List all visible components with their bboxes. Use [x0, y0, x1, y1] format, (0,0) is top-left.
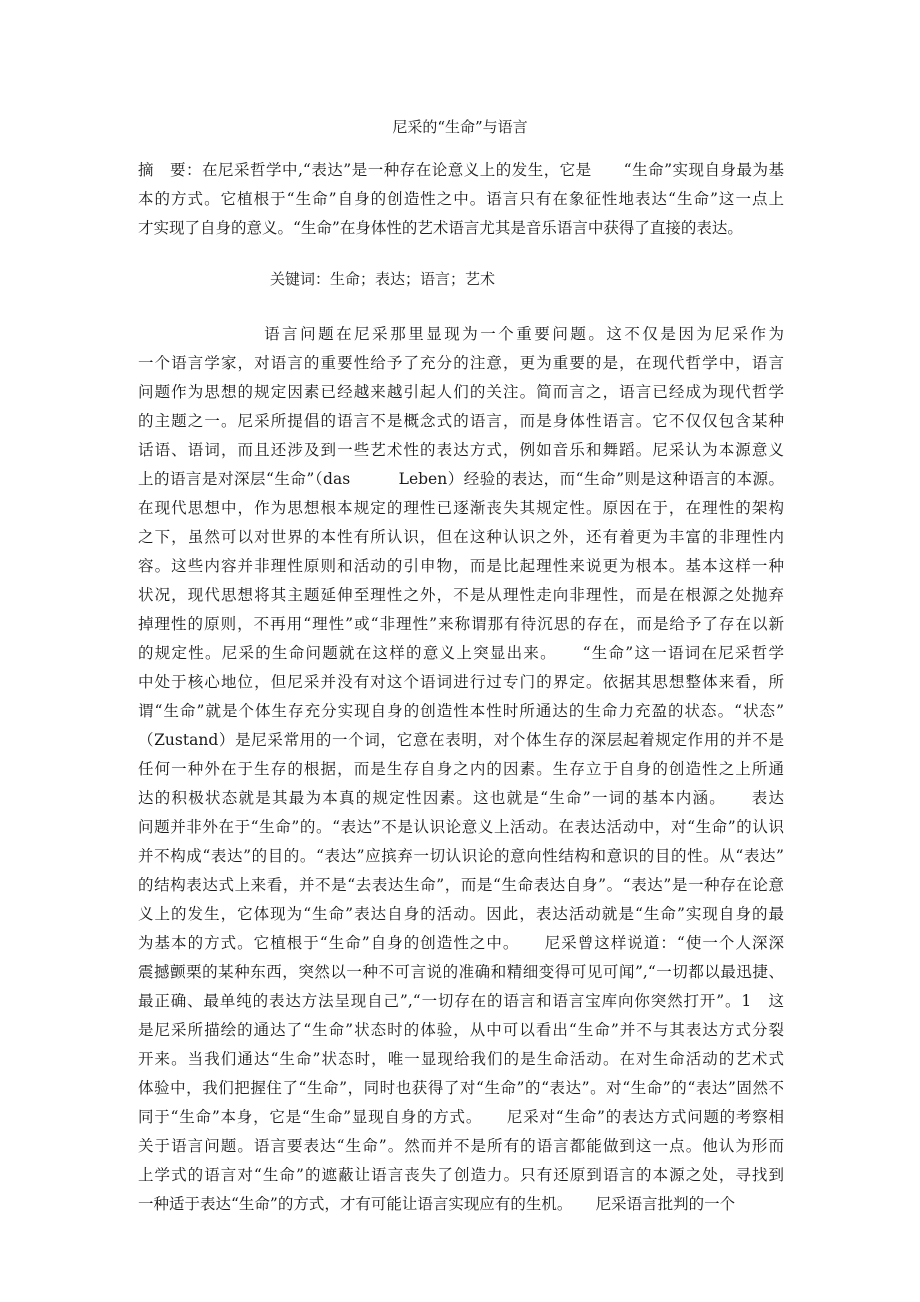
body-line: 问题并非外在于“生命”的。“表达”不是认识论意义上活动。在表达活动中，对“生命”的认识 [138, 818, 784, 836]
abstract-line: 本的方式。它植根于“生命”自身的创造性之中。语言只有在象征性地表达“生命”这一点上 [138, 190, 784, 208]
abstract-line: 摘 要：在尼采哲学中,“表达”是一种存在论意义上的发生，它是 “生命”实现自身最为基 [138, 161, 784, 179]
body-line: 容。这些内容并非理性原则和活动的引申物，而是比起理性来说更为根本。基本这样一种 [138, 557, 784, 575]
body-line: 上学式的语言对“生命”的遮蔽让语言丧失了创造力。只有还原到语言的本源之处，寻找到 [138, 1166, 784, 1184]
body-line: 开来。当我们通达“生命”状态时，唯一显现给我们的是生命活动。在对生命活动的艺术式 [138, 1050, 784, 1068]
body-line: 最正确、最单纯的表达方法呈现自己”,“一切存在的语言和语言宝库向你突然打开”。1 这 [138, 992, 784, 1010]
abstract [138, 156, 784, 243]
document-title: 尼采的“生命”与语言 [392, 118, 528, 136]
body-line: 中处于核心地位，但尼采并没有对这个语词进行过专门的界定。依据其思想整体来看，所 [138, 673, 784, 691]
body-line: 一种适于表达“生命”的方式，才有可能让语言实现应有的生机。 尼采语言批判的一个 [138, 1195, 736, 1213]
body-line: （Zustand）是尼采常用的一个词，它意在表明，对个体生存的深层起着规定作用的并不是 [138, 731, 784, 749]
body-line: 关于语言问题。语言要表达“生命”。然而并不是所有的语言都能做到这一点。他认为形而 [138, 1137, 784, 1155]
body-line: 问题作为思想的规定因素已经越来越引起人们的关注。简而言之，语言已经成为现代哲学 [138, 383, 784, 401]
body-line: 任何一种外在于生存的根据，而是生存自身之内的因素。生存立于自身的创造性之上所通 [138, 760, 784, 778]
body-line: 义上的发生，它体现为“生命”表达自身的活动。因此，表达活动就是“生命”实现自身的最 [138, 905, 784, 923]
body-line: 并不构成“表达”的目的。“表达”应摈弃一切认识论的意向性结构和意识的目的性。从“表达” [138, 847, 784, 865]
body-line: 为基本的方式。它植根于“生命”自身的创造性之中。 尼采曾这样说道：“使一个人深深 [138, 934, 784, 952]
body-text [138, 320, 784, 1219]
body-line: 达的积极状态就是其最为本真的规定性因素。这也就是“生命”一词的基本内涵。 表达 [138, 789, 784, 807]
body-line: 语言问题在尼采那里显现为一个重要问题。这不仅是因为尼采作为 [138, 325, 784, 343]
body-line: 体验中，我们把握住了“生命”，同时也获得了对“生命”的“表达”。对“生命”的“表达”固然不 [138, 1079, 784, 1097]
body-line: 一个语言学家，对语言的重要性给予了充分的注意，更为重要的是，在现代哲学中，语言 [138, 354, 784, 372]
body-line: 话语、语词，而且还涉及到一些艺术性的表达方式，例如音乐和舞蹈。尼采认为本源意义 [138, 441, 784, 459]
body-line: 之下，虽然可以对世界的本性有所认识，但在这种认识之外，还有着更为丰富的非理性内 [138, 528, 784, 546]
abstract-line: 才实现了自身的意义。“生命”在身体性的艺术语言尤其是音乐语言中获得了直接的表达。 [138, 219, 743, 237]
body-line: 是尼采所描绘的通达了“生命”状态时的体验，从中可以看出“生命”并不与其表达方式分裂 [138, 1021, 784, 1039]
body-line: 震撼颤栗的某种东西，突然以一种不可言说的准确和精细变得可见可闻”,“一切都以最迅捷、 [138, 963, 784, 981]
body-line: 的结构表达式上来看，并不是“去表达生命”，而是“生命表达自身”。“表达”是一种存在论意 [138, 876, 784, 894]
body-line: 的规定性。尼采的生命问题就在这样的意义上突显出来。 “生命”这一语词在尼采哲学 [138, 644, 784, 662]
body-line: 掉理性的原则，不再用“理性”或“非理性”来称谓那有待沉思的存在，而是给予了存在以新 [138, 615, 784, 633]
body-line: 的主题之一。尼采所提倡的语言不是概念式的语言，而是身体性语言。它不仅仅包含某种 [138, 412, 784, 430]
body-line: 状况，现代思想将其主题延伸至理性之外，不是从理性走向非理性，而是在根源之处抛弃 [138, 586, 784, 604]
body-line: 在现代思想中，作为思想根本规定的理性已逐渐丧失其规定性。原因在于，在理性的架构 [138, 499, 784, 517]
body-line: 谓“生命”就是个体生存充分实现自身的创造性本性时所通达的生命力充盈的状态。“状态” [138, 702, 784, 720]
body-line: 上的语言是对深层“生命”（das Leben）经验的表达，而“生命”则是这种语言的本源。 [138, 470, 784, 488]
body-line: 同于“生命”本身，它是“生命”显现自身的方式。 尼采对“生命”的表达方式问题的考察相 [138, 1108, 784, 1126]
keywords: 关键词：生命；表达；语言；艺术 [270, 270, 496, 288]
